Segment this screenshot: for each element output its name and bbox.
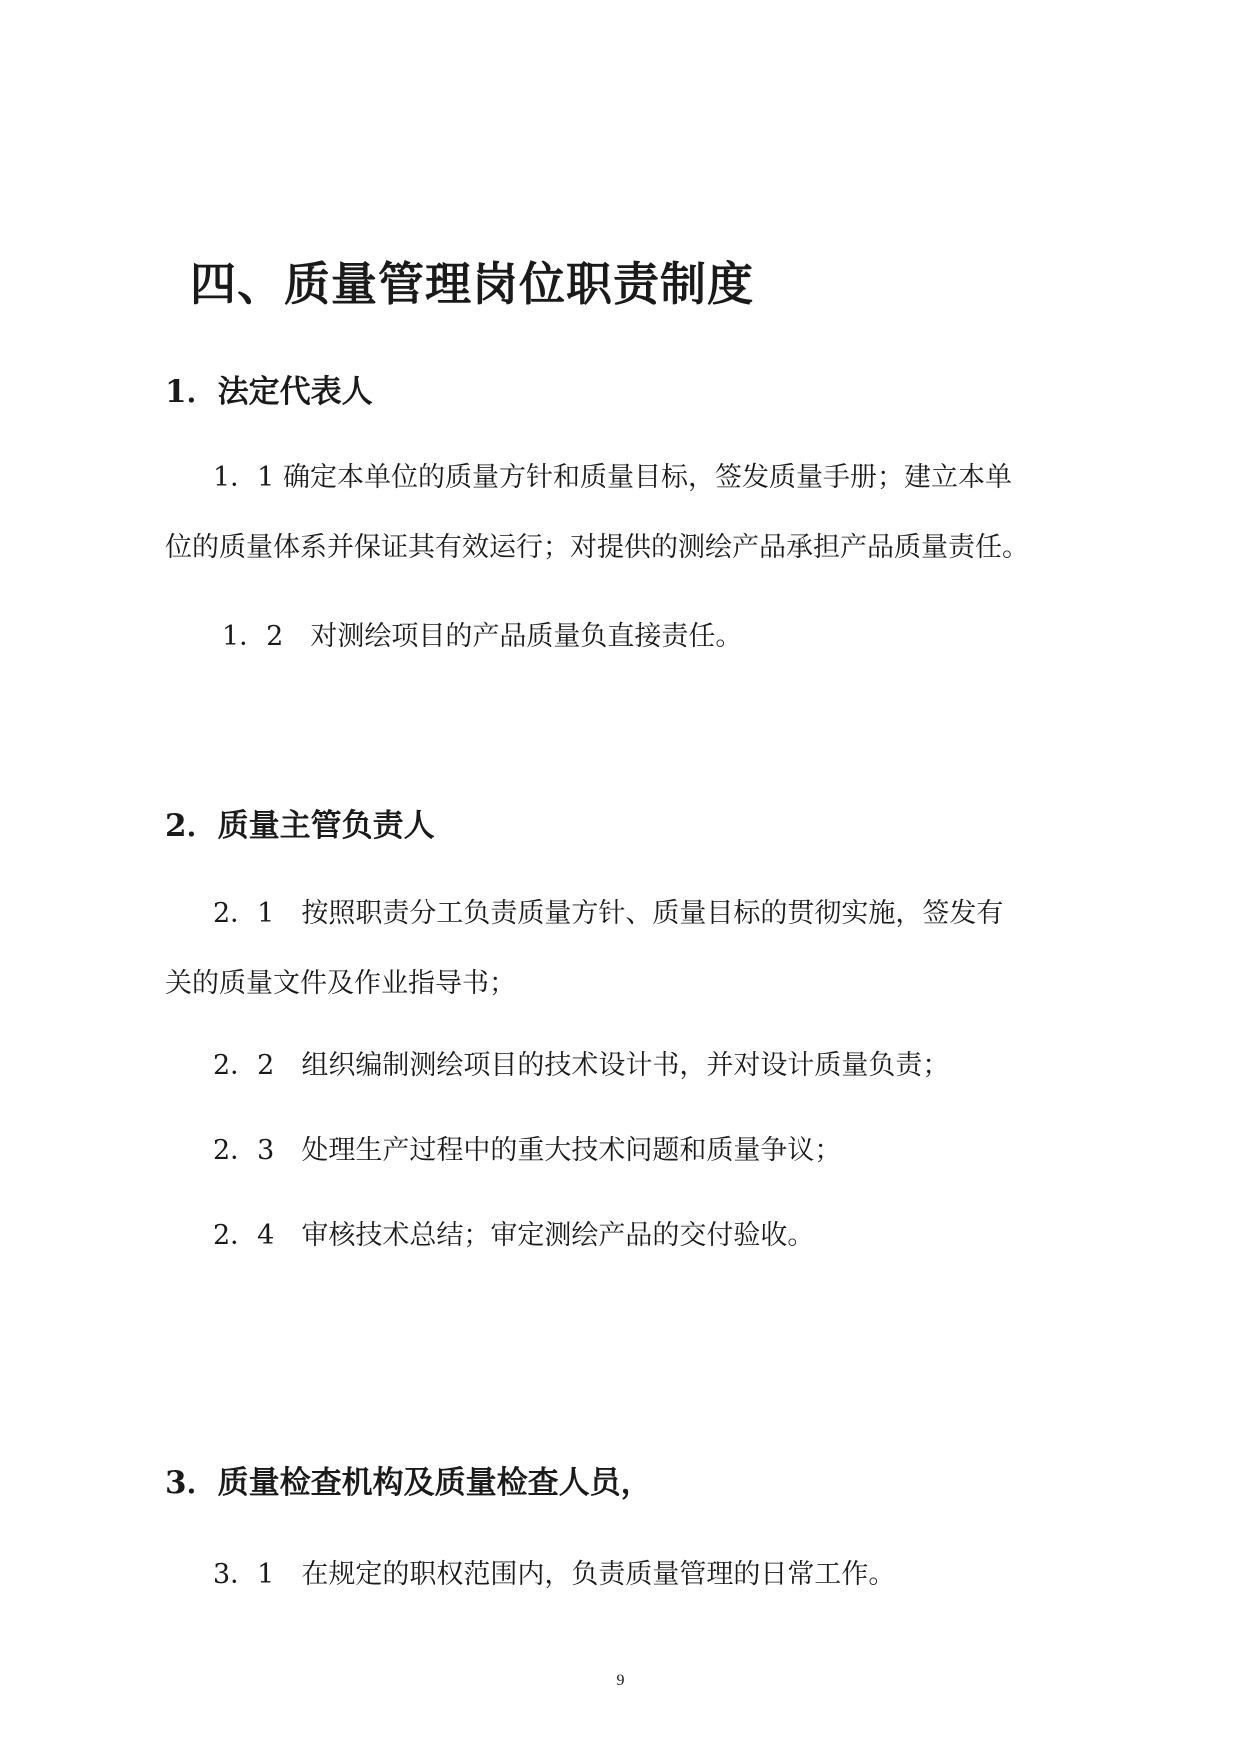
section-heading: 1．法定代表人 — [165, 374, 373, 410]
paragraph-line: 关的质量文件及作业指导书； — [165, 968, 516, 999]
paragraph-line: 2．4 审核技术总结；审定测绘产品的交付验收。 — [213, 1220, 815, 1251]
page-title: 四、质量管理岗位职责制度 — [190, 257, 754, 311]
page-number: 9 — [616, 1672, 625, 1689]
paragraph-line: 位的质量体系并保证其有效运行；对提供的测绘产品承担产品质量责任。 — [165, 532, 1029, 563]
section-heading: 3．质量检查机构及质量检查人员， — [165, 1465, 652, 1501]
paragraph-line: 2．3 处理生产过程中的重大技术问题和质量争议； — [213, 1135, 842, 1166]
paragraph-line: 1．1 确定本单位的质量方针和质量目标，签发质量手册；建立本单 — [213, 462, 1012, 493]
paragraph-line: 2．1 按照职责分工负责质量方针、质量目标的贯彻实施，签发有 — [213, 898, 1004, 929]
section-heading: 2．质量主管负责人 — [165, 808, 435, 844]
paragraph-line: 3．1 在规定的职权范围内，负责质量管理的日常工作。 — [213, 1559, 896, 1590]
paragraph-line: 1．2 对测绘项目的产品质量负直接责任。 — [222, 621, 743, 652]
paragraph-line: 2．2 组织编制测绘项目的技术设计书，并对设计质量负责； — [213, 1050, 950, 1081]
